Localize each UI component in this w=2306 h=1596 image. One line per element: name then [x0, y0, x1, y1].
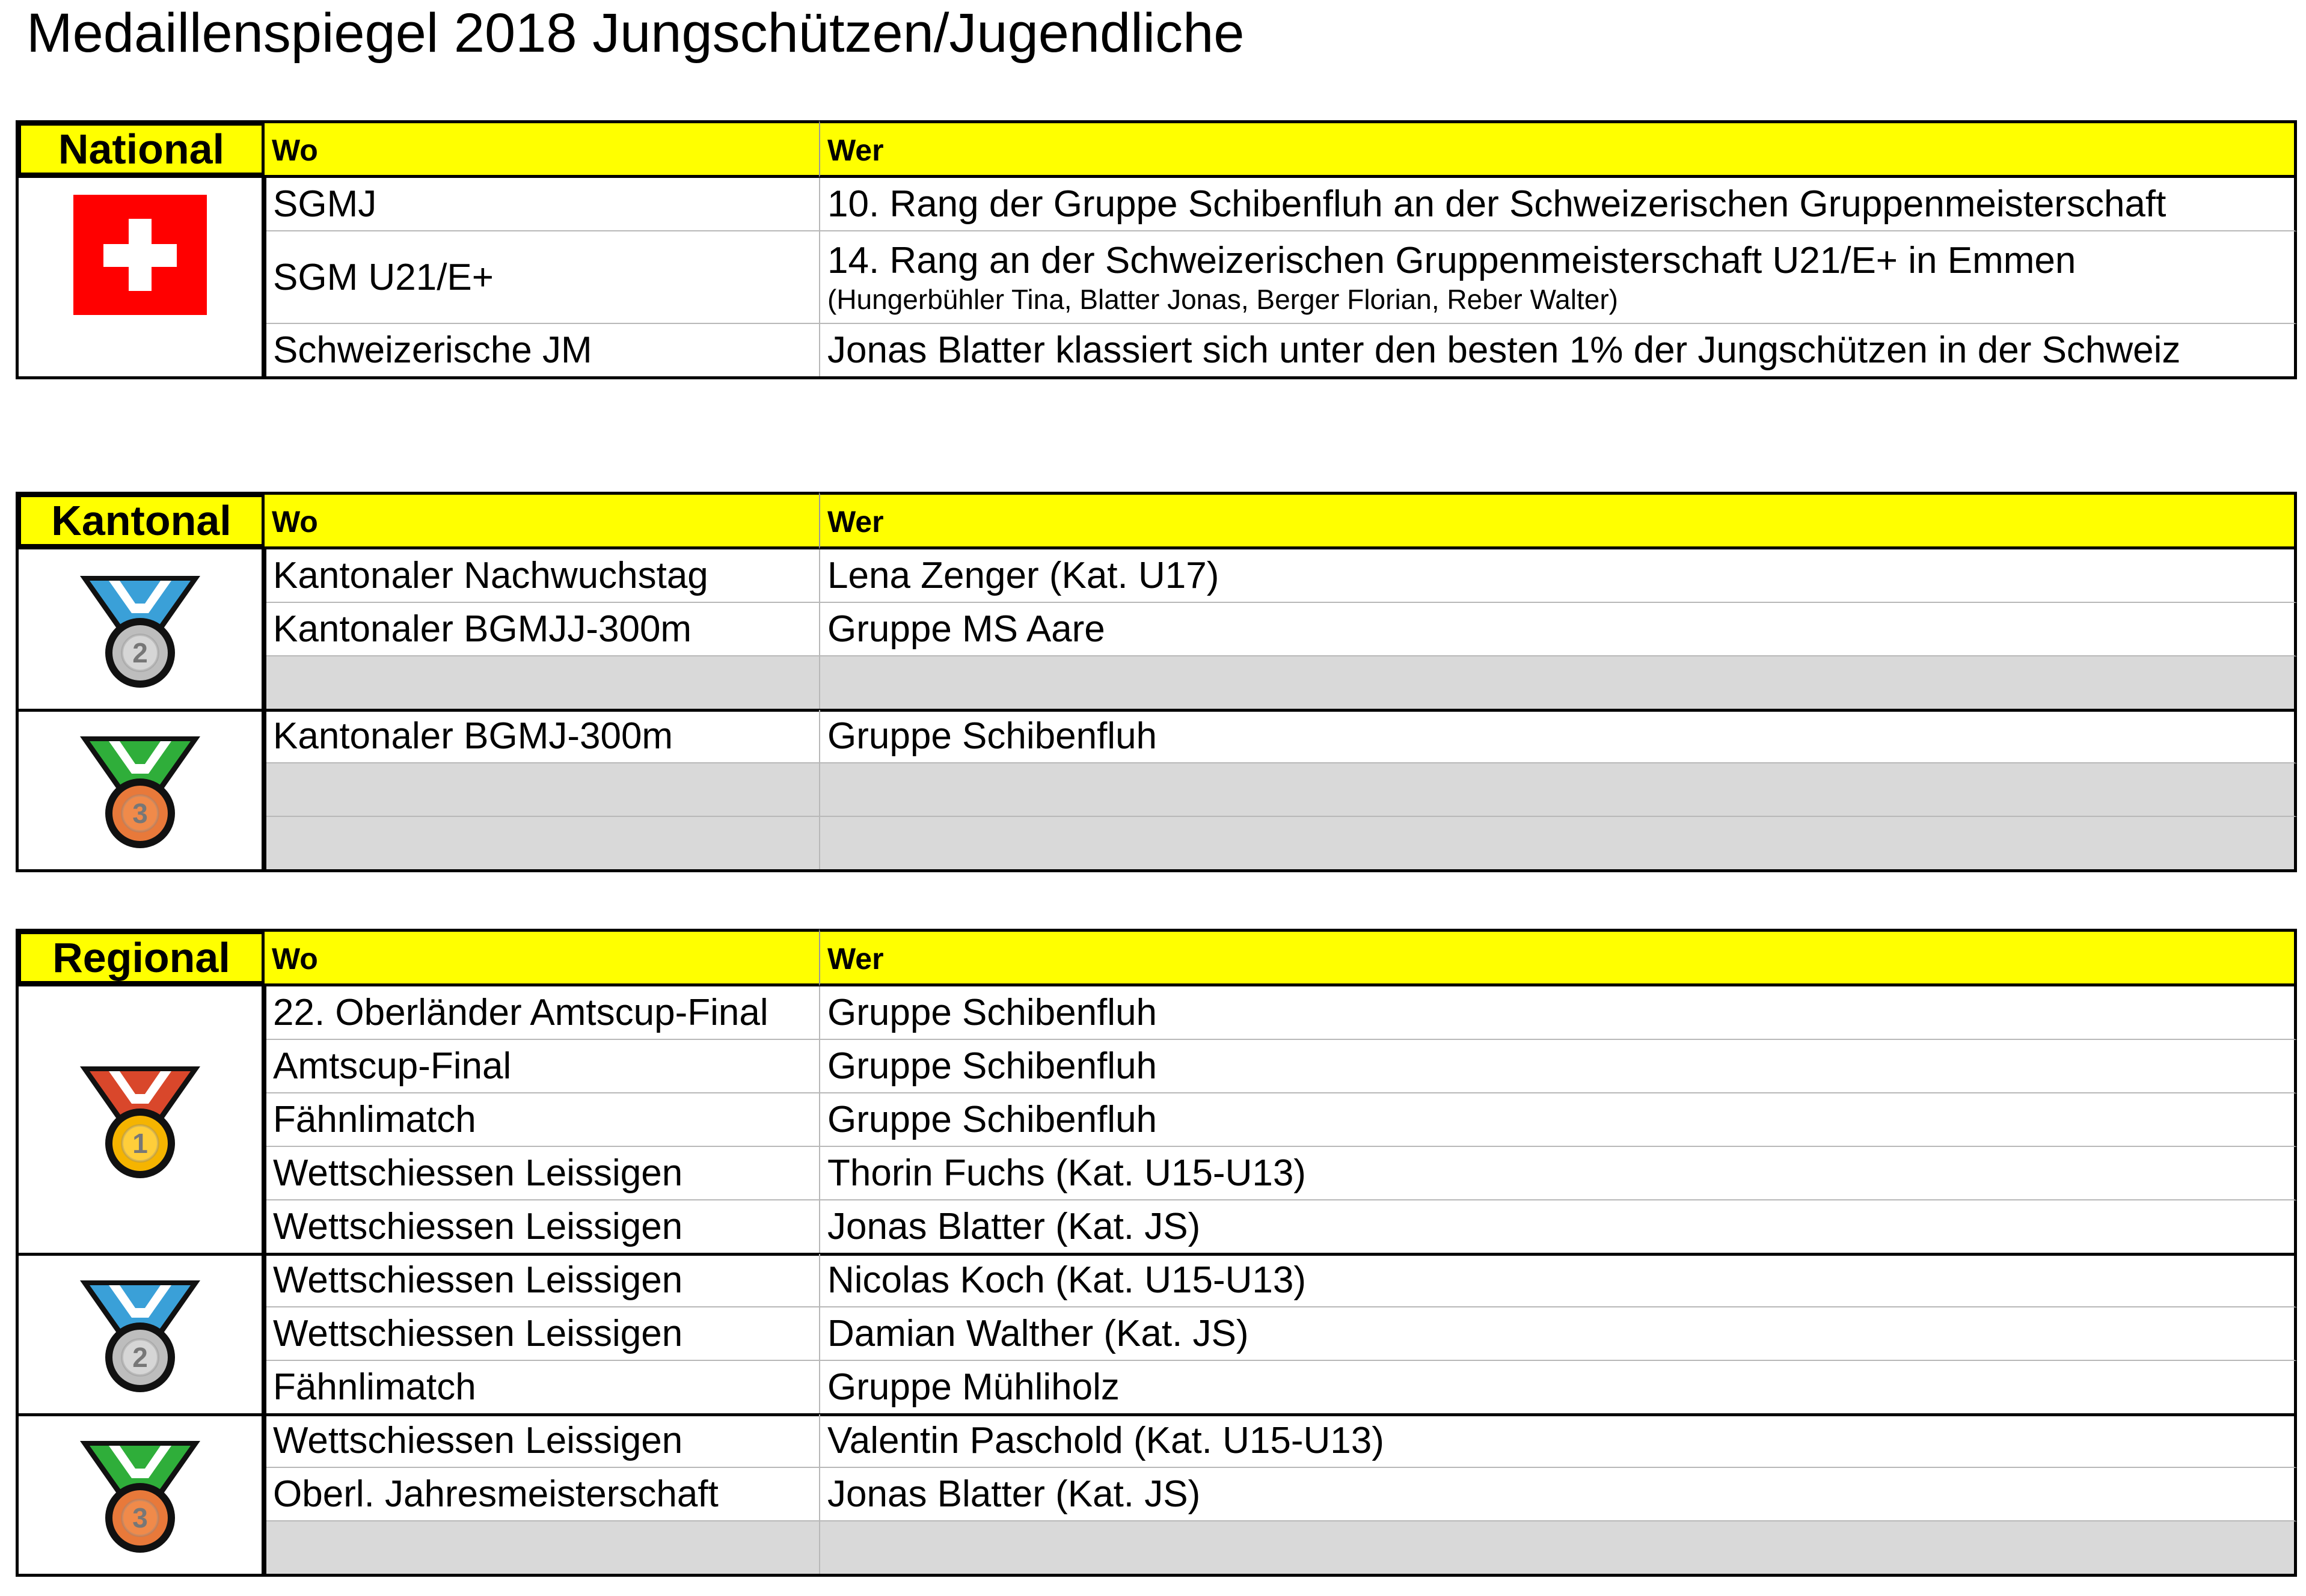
row-wer-cell [819, 231, 2297, 324]
row-wer-cell: Thorin Fuchs (Kat. U15-U13) [819, 1147, 2297, 1200]
regional-group-icon-cell [16, 1254, 265, 1414]
row-wer-cell: Gruppe Schibenfluh [819, 710, 2297, 763]
svg-text:1: 1 [132, 1127, 148, 1159]
regional-group-icon-cell [16, 986, 265, 1254]
national-section-label: National [16, 120, 267, 178]
row-wer-cell: Gruppe Schibenfluh [819, 1093, 2297, 1147]
swiss-flag-icon [73, 195, 207, 315]
row-wer-cell: Gruppe MS Aare [819, 603, 2297, 656]
gold-medal-icon [74, 1060, 206, 1181]
empty-row-cell [819, 656, 2297, 710]
row-wer-cell: Gruppe Schibenfluh [819, 1040, 2297, 1093]
empty-row-cell [265, 763, 819, 817]
silver-medal-icon [74, 570, 206, 690]
wer-main-text: 14. Rang an der Schweizerischen Gruppenmeisterschaft U21/E+ in Emmen [827, 239, 2076, 281]
kantonal-group-icon-cell [16, 710, 265, 870]
row-wer-cell: 10. Rang der Gruppe Schibenfluh an der Schweizerischen Gruppenmeisterschaft [819, 178, 2297, 231]
kantonal-section-bottom-line [16, 869, 2297, 872]
row-wo-cell: Wettschiessen Leissigen [265, 1200, 819, 1254]
row-wer-cell: Gruppe Schibenfluh [819, 986, 2297, 1040]
national-section-bottom-line [16, 376, 2297, 379]
row-wer-cell: Jonas Blatter klassiert sich unter den besten 1% der Jungschützen in der Schweiz [819, 324, 2297, 378]
row-wo-cell: Oberl. Jahresmeisterschaft [265, 1468, 819, 1521]
row-wo-cell: Wettschiessen Leissigen [265, 1254, 819, 1307]
row-wo-cell: Kantonaler BGMJJ-300m [265, 603, 819, 656]
row-wer-cell: Nicolas Koch (Kat. U15-U13) [819, 1254, 2297, 1307]
row-wo-cell: SGMJ [265, 178, 819, 231]
empty-row-cell [819, 817, 2297, 870]
row-wer-cell: Jonas Blatter (Kat. JS) [819, 1200, 2297, 1254]
row-wo-cell: Schweizerische JM [265, 324, 819, 378]
row-wer-cell: Lena Zenger (Kat. U17) [819, 549, 2297, 603]
row-wer-cell: Valentin Paschold (Kat. U15-U13) [819, 1414, 2297, 1468]
kantonal-section-divider-x1 [263, 549, 266, 870]
kantonal-header-wer: Wer [819, 492, 2297, 549]
empty-row-cell [265, 1521, 819, 1575]
row-wer-cell: Gruppe Mühliholz [819, 1361, 2297, 1414]
bronze-medal-icon [74, 1435, 206, 1555]
regional-header-wer: Wer [819, 929, 2297, 986]
regional-section-divider-x1 [263, 986, 266, 1575]
wer-sub-text: (Hungerbühler Tina, Blatter Jonas, Berger Florian, Reber Walter) [827, 283, 1618, 315]
svg-text:3: 3 [132, 1502, 148, 1533]
kantonal-group-icon-cell [16, 549, 265, 710]
row-wo-cell: Kantonaler BGMJ-300m [265, 710, 819, 763]
regional-section-label: Regional [16, 929, 267, 986]
row-wo-cell: SGM U21/E+ [265, 231, 819, 324]
kantonal-section-label: Kantonal [16, 492, 267, 549]
row-wer-cell: Damian Walther (Kat. JS) [819, 1307, 2297, 1361]
svg-text:2: 2 [132, 637, 148, 668]
empty-row-cell [819, 1521, 2297, 1575]
row-wo-cell: Kantonaler Nachwuchstag [265, 549, 819, 603]
national-header-wer: Wer [819, 120, 2297, 178]
silver-medal-icon [74, 1274, 206, 1395]
national-section-divider-x1 [263, 178, 266, 378]
regional-header-wo: Wo [265, 929, 819, 986]
row-wo-cell: Amtscup-Final [265, 1040, 819, 1093]
row-wo-cell: 22. Oberländer Amtscup-Final [265, 986, 819, 1040]
row-wo-cell: Fähnlimatch [265, 1361, 819, 1414]
svg-text:3: 3 [132, 797, 148, 829]
bronze-medal-icon [74, 730, 206, 851]
empty-row-cell [265, 656, 819, 710]
row-wo-cell: Fähnlimatch [265, 1093, 819, 1147]
page-title: Medaillenspiegel 2018 Jungschützen/Jugendliche [26, 2, 1245, 64]
regional-section-bottom-line [16, 1574, 2297, 1577]
row-wo-cell: Wettschiessen Leissigen [265, 1307, 819, 1361]
row-wer-cell: Jonas Blatter (Kat. JS) [819, 1468, 2297, 1521]
regional-group-icon-cell [16, 1414, 265, 1575]
row-wo-cell: Wettschiessen Leissigen [265, 1414, 819, 1468]
empty-row-cell [819, 763, 2297, 817]
national-group-icon-cell [16, 178, 265, 378]
row-wo-cell: Wettschiessen Leissigen [265, 1147, 819, 1200]
empty-row-cell [265, 817, 819, 870]
kantonal-header-wo: Wo [265, 492, 819, 549]
svg-text:2: 2 [132, 1341, 148, 1373]
national-header-wo: Wo [265, 120, 819, 178]
